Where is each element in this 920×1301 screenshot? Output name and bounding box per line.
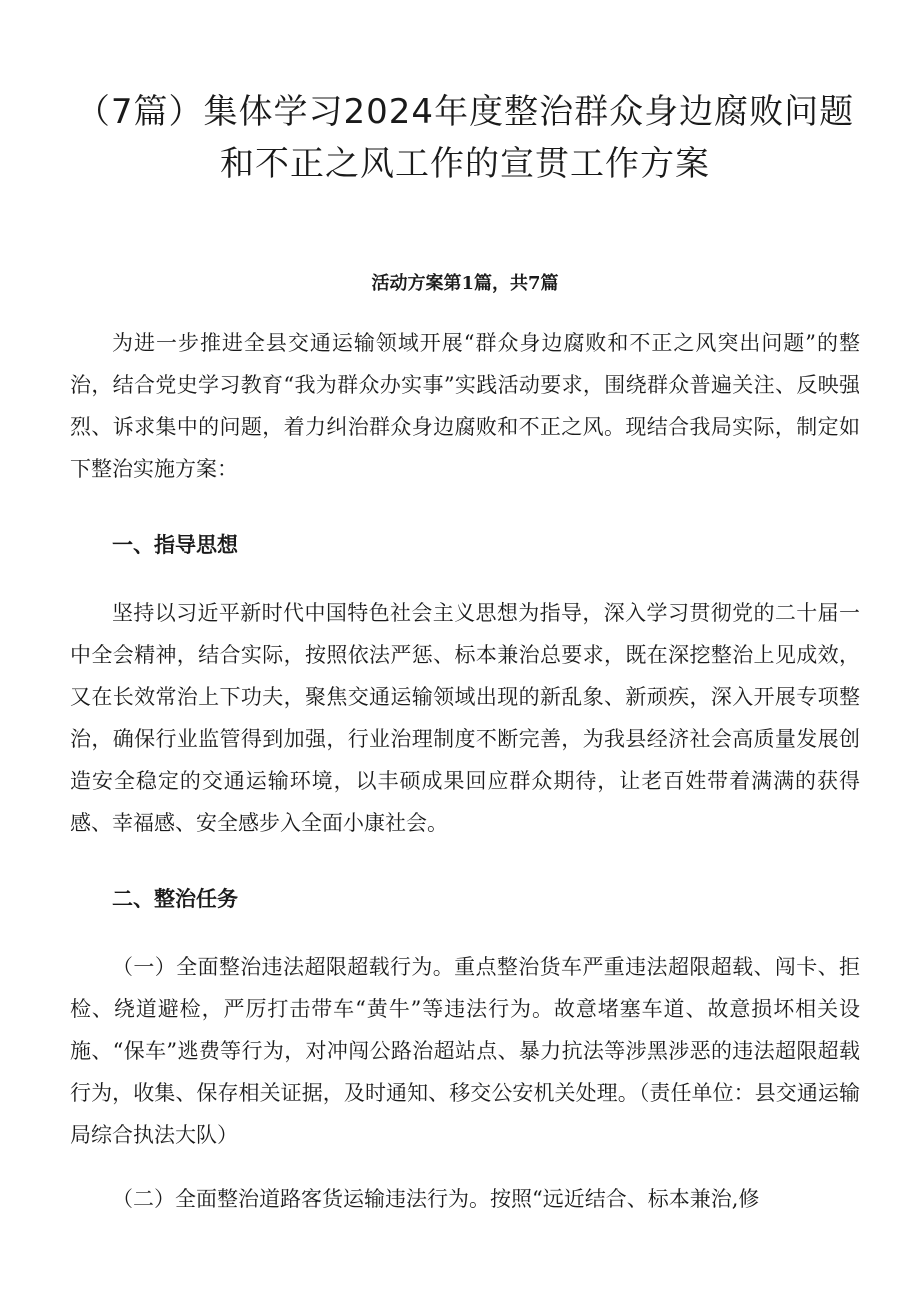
task-item-2-paragraph: （二）全面整治道路客货运输违法行为。按照“远近结合、标本兼治,修 — [112, 1187, 760, 1211]
task-item-1-paragraph: （一）全面整治违法超限超载行为。重点整治货车严重违法超限超载、闯卡、拒检、绕道避检，严厉打击带车“黄牛”等违法行为。故意堵塞车道、故意损坏相关设施、“保车”逃费等行为，对冲闯公路治超站点、暴力抗法等涉黑涉恶的违法超限超载行为，收集、保存相关证据，及时通知、移交公安机关处理。（责任单位：县交通运输局综合执法大队） — [70, 955, 860, 1147]
guiding-ideology-paragraph: 坚持以习近平新时代中国特色社会主义思想为指导，深入学习贯彻党的二十届一中全会精神，结合实际，按照依法严惩、标本兼治总要求，既在深挖整治上见成效，又在长效常治上下功夫，聚焦交通运输领域出现的新乱象、新顽疾，深入开展专项整治，确保行业监管得到加强，行业治理制度不断完善，为我县经济社会高质量发展创造安全稳定的交通运输环境，以丰硕成果回应群众期待，让老百姓带着满满的获得感、幸福感、安全感步入全面小康社会。 — [70, 601, 860, 835]
title-line-1: （7篇）集体学习2024年度整治群众身边腐败问题 — [75, 92, 855, 132]
document-subtitle: 活动方案第1篇，共7篇 — [371, 273, 559, 294]
intro-paragraph: 为进一步推进全县交通运输领域开展“群众身边腐败和不正之风突出问题”的整治，结合党史学习教育“我为群众办实事”实践活动要求，围绕群众普遍关注、反映强烈、诉求集中的问题，着力纠治群众身边腐败和不正之风。现结合我局实际，制定如下整治实施方案： — [70, 331, 860, 481]
title-line-2: 和不正之风工作的宣贯工作方案 — [220, 144, 710, 184]
section-heading-guiding-ideology: 一、指导思想 — [112, 532, 238, 557]
document-title — [70, 0, 860, 190]
section-heading-tasks: 二、整治任务 — [112, 886, 238, 911]
